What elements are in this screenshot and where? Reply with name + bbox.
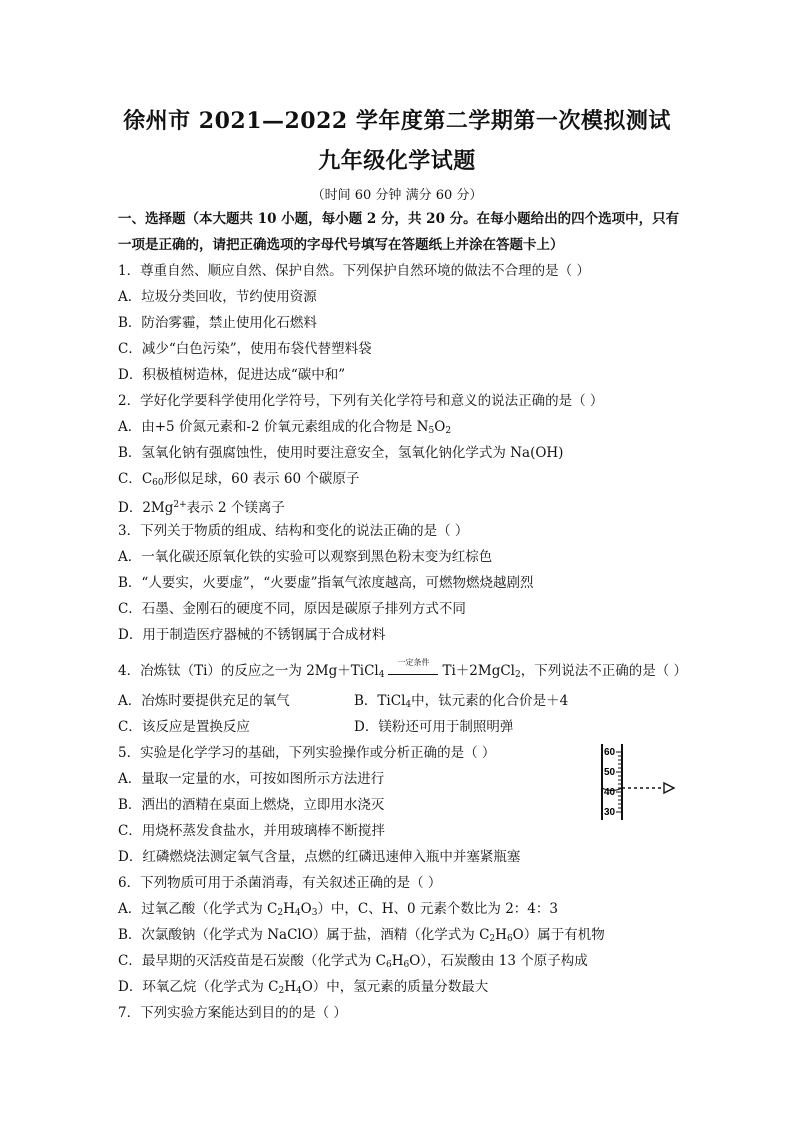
q6-a-s2: 4 (294, 908, 301, 918)
q2-d-post: 表示 2 个镁离子 (186, 500, 285, 516)
exam-title: 徐州市 2021—2022 学年度第二学期第一次模拟测试 (123, 108, 671, 134)
q4-b-pre: B．TiCl (354, 693, 406, 709)
q2-a-text: A．由+5 价氮元素和-2 价氧元素组成的化合物是 N (118, 419, 429, 435)
q6-b-s1: 2 (489, 934, 496, 944)
q4-b-post: 中，钛元素的化合价是＋4 (411, 693, 569, 709)
q4-option-b (354, 692, 568, 714)
q3-option-c: C．石墨、金刚石的硬度不同，原因是碳原子排列方式不同 (118, 601, 466, 617)
q4-option-d: D．镁粉还可用于制照明弹 (354, 719, 514, 735)
q6-b-post: O）属于有机物 (512, 927, 605, 943)
q6-d-post: O）中，氢元素的质量分数最大 (301, 979, 489, 995)
q4-stem-mid: Ti＋2MgCl (442, 663, 515, 679)
cyl-label-30: 30 (604, 807, 616, 818)
q2-a-sub1: 5 (428, 426, 435, 436)
q1-option-a: A．垃圾分类回收，节约使用资源 (118, 289, 317, 305)
q6-a-s3: 3 (311, 908, 318, 918)
q6-d-s2: 4 (295, 986, 302, 996)
q5-stem: 5．实验是化学学习的基础，下列实验操作或分析正确的是（ ） (118, 745, 496, 761)
q4-stem-pre: 4．冶炼钛（Ti）的反应之一为 2Mg＋TiCl (118, 663, 379, 679)
cyl-label-50: 50 (604, 767, 616, 778)
time-note: （时间 60 分钟 满分 60 分） (311, 188, 483, 203)
q2-option-d (118, 496, 285, 517)
q1-option-d: D．积极植树造林，促进达成“碳中和” (118, 367, 346, 383)
q3-option-d: D．用于制造医疗器械的不锈钢属于合成材料 (118, 627, 386, 643)
q6-b-h: H (495, 927, 507, 943)
q4-stem (118, 658, 688, 684)
q3-option-a: A．一氧化碳还原氧化铁的实验可以观察到黑色粉末变为红棕色 (118, 549, 493, 565)
eye-icon (664, 783, 674, 793)
q6-option-c (118, 952, 588, 974)
q1-stem: 1．尊重自然、顺应自然、保护自然。下列保护自然环境的做法不合理的是（ ） (118, 263, 590, 279)
q3-option-b: B．“人要实，火要虚”，“火要虚”指氧气浓度越高，可燃物燃烧越剧烈 (118, 575, 534, 591)
q6-d-h: H (284, 979, 296, 995)
section1-heading-line1: 一、选择题（本大题共 10 小题，每小题 2 分，共 20 分。在每小题给出的四个选项中，只有 (118, 211, 680, 227)
q4-stem-post: ，下列说法不正确的是（ ） (520, 663, 688, 679)
q2-a-sub2: 2 (445, 426, 452, 436)
q6-option-b (118, 926, 605, 948)
q6-c-post: O），石炭酸由 13 个原子构成 (409, 953, 588, 969)
q2-a-o: O (434, 419, 446, 435)
q2-d-sup: 2+ (173, 500, 187, 510)
q6-d-s1: 2 (278, 986, 285, 996)
q6-c-s2: 6 (403, 960, 410, 970)
section1-heading-line2: 一项是正确的，请把正确选项的字母代号填写在答题纸上并涂在答题卡上） (118, 237, 564, 253)
q2-c-sub: 60 (152, 478, 164, 488)
q6-a-pre: A．过氧乙酸（化学式为 C (118, 901, 278, 917)
q1-option-c: C．减少“白色污染”，使用布袋代替塑料袋 (118, 341, 372, 357)
q6-b-s2: 6 (506, 934, 513, 944)
q6-c-h: H (391, 953, 404, 969)
q2-d-pre: D．2Mg (118, 500, 174, 516)
q6-a-post: ）中，C、H、0 元素个数比为 2：4：3 (317, 901, 558, 917)
graduated-cylinder-figure (598, 744, 678, 824)
q5-option-a: A．量取一定量的水，可按如图所示方法进行 (118, 771, 385, 787)
cyl-label-60: 60 (604, 747, 616, 758)
q4-stem-sub2: 2 (515, 670, 521, 680)
q2-option-b: B．氢氧化钠有强腐蚀性，使用时要注意安全，氢氧化钠化学式为 Na(OH) (118, 445, 564, 461)
q4-option-c: C．该反应是置换反应 (118, 719, 250, 735)
q2-c-post: 形似足球，60 表示 60 个碳原子 (163, 471, 360, 487)
reaction-arrow (388, 658, 438, 675)
q6-c-s1: 6 (385, 960, 392, 970)
q6-d-pre: D．环氧乙烷（化学式为 C (118, 979, 279, 995)
q4-b-sub: 4 (405, 700, 412, 710)
q6-a-o: O (300, 901, 312, 917)
q6-a-s1: 2 (277, 908, 284, 918)
q6-option-a (118, 900, 558, 922)
q6-b-pre: B．次氯酸钠（化学式为 NaClO）属于盐，酒精（化学式为 C (118, 927, 490, 943)
q2-option-a (118, 418, 451, 440)
q2-option-c (118, 470, 359, 492)
q2-c-pre: C．C (118, 471, 153, 487)
cyl-label-40: 40 (604, 787, 616, 798)
q5-option-c: C．用烧杯蒸发食盐水，并用玻璃棒不断搅拌 (118, 823, 385, 839)
q6-option-d (118, 978, 488, 1000)
q5-option-b: B．洒出的酒精在桌面上燃烧，立即用水浇灭 (118, 797, 385, 813)
q4-stem-sub1: 4 (378, 670, 385, 680)
reaction-condition: 一定条件 (397, 658, 430, 667)
q6-stem: 6．下列物质可用于杀菌消毒，有关叙述正确的是（ ） (118, 875, 442, 891)
q2-stem: 2．学好化学要科学使用化学符号，下列有关化学符号和意义的说法正确的是（ ） (118, 393, 604, 409)
q1-option-b: B．防治雾霾，禁止使用化石燃料 (118, 315, 317, 331)
q6-c-pre: C．最早期的灭活疫苗是石炭酸（化学式为 C (118, 953, 386, 969)
exam-subject-title: 九年级化学试题 (318, 148, 476, 174)
q5-option-d: D．红磷燃烧法测定氧气含量，点燃的红磷迅速伸入瓶中并塞紧瓶塞 (118, 849, 521, 865)
q7-stem: 7．下列实验方案能达到目的的是（ ） (118, 1005, 347, 1021)
q6-a-h: H (283, 901, 295, 917)
q4-option-a: A．冶炼时要提供充足的氧气 (118, 693, 290, 709)
q3-stem: 3．下列关于物质的组成、结构和变化的说法正确的是（ ） (118, 523, 469, 539)
